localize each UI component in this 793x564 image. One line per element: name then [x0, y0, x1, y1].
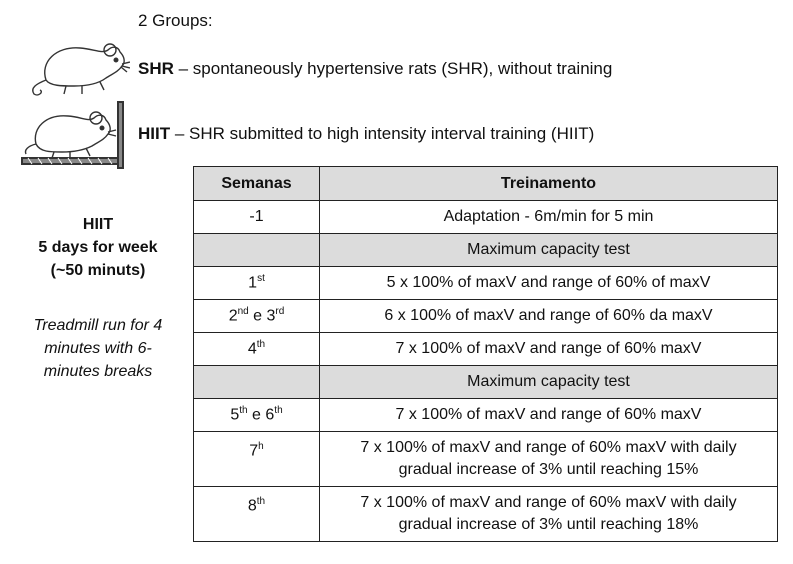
- table-header-row: [194, 167, 778, 201]
- protocol-note: [18, 314, 178, 383]
- table-row: [194, 432, 778, 487]
- week-cell: -1: [194, 201, 320, 234]
- week-cell: [194, 366, 320, 399]
- training-cell: 5 x 100% of maxV and range of 60% of maxV: [320, 267, 778, 300]
- rat-icon: [26, 36, 130, 98]
- week-cell: 5th e 6th: [194, 399, 320, 432]
- training-cell: Maximum capacity test: [320, 366, 778, 399]
- table-row: [194, 300, 778, 333]
- training-cell: 6 x 100% of maxV and range of 60% da maxV: [320, 300, 778, 333]
- col-header-training: Treinamento: [320, 167, 778, 201]
- training-table: [193, 166, 778, 542]
- table-row: [194, 333, 778, 366]
- protocol-line-1: HIIT: [82, 216, 114, 233]
- shr-text: – spontaneously hypertensive rats (SHR), without training: [173, 59, 613, 78]
- treadmill-rat-icon: [18, 100, 130, 172]
- training-cell: Maximum capacity test: [320, 234, 778, 267]
- week-cell: 2nd e 3rd: [194, 300, 320, 333]
- table-row: [194, 234, 778, 267]
- table-row: [194, 267, 778, 300]
- week-cell: [194, 234, 320, 267]
- training-cell: 7 x 100% of maxV and range of 60% maxV: [320, 399, 778, 432]
- table-row: [194, 487, 778, 542]
- groups-title: 2 Groups:: [138, 11, 213, 30]
- week-cell: 8th: [194, 487, 320, 542]
- week-cell: 7$^h$: [194, 432, 320, 487]
- table-row: [194, 201, 778, 234]
- training-cell: 7 x 100% of maxV and range of 60% maxV: [320, 333, 778, 366]
- training-cell: 7 x 100% of maxV and range of 60% maxV with daily gradual increase of 3% until reaching 18%: [320, 487, 778, 542]
- hiit-description: [138, 124, 594, 144]
- protocol-note-line-3: minutes breaks: [43, 363, 153, 380]
- protocol-note-line-1: Treadmill run for 4: [33, 317, 163, 334]
- week-cell: 1st: [194, 267, 320, 300]
- training-cell: 7 x 100% of maxV and range of 60% maxV with daily gradual increase of 3% until reaching 15%: [320, 432, 778, 487]
- protocol-note-line-2: minutes with 6-: [44, 340, 152, 357]
- table-row: [194, 399, 778, 432]
- protocol-line-3: (~50 minuts): [50, 262, 146, 279]
- week-cell: 4th: [194, 333, 320, 366]
- training-cell: Adaptation - 6m/min for 5 min: [320, 201, 778, 234]
- protocol-summary: [18, 213, 178, 282]
- hiit-text: – SHR submitted to high intensity interval training (HIIT): [170, 124, 595, 143]
- protocol-line-2: 5 days for week: [38, 239, 158, 256]
- shr-description: [138, 59, 612, 79]
- table-row: [194, 366, 778, 399]
- shr-label: SHR: [138, 59, 174, 78]
- hiit-label: HIIT: [138, 124, 171, 143]
- col-header-weeks: Semanas: [194, 167, 320, 201]
